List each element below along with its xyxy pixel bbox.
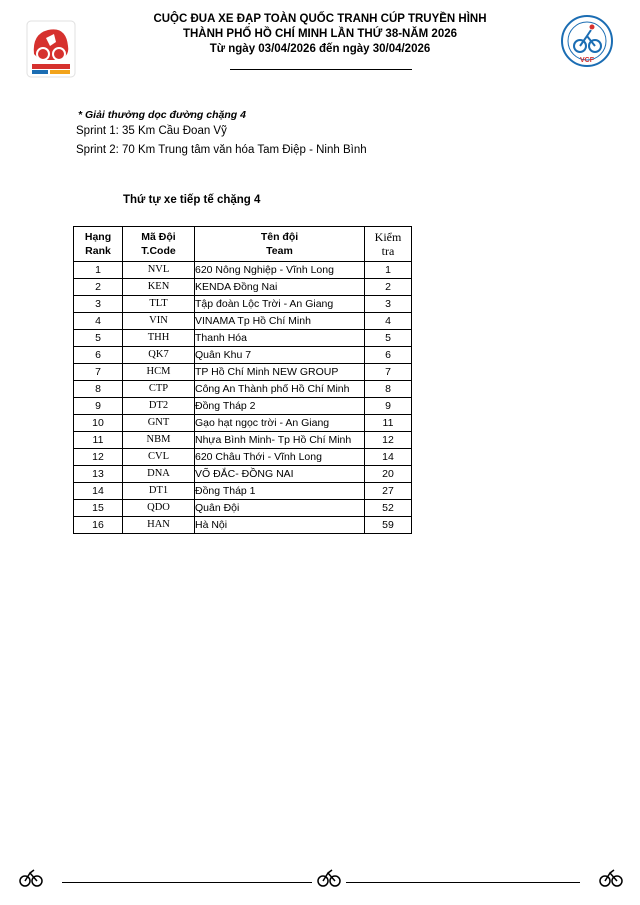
check-cell: 3: [365, 296, 412, 313]
rank-cell: 11: [74, 432, 123, 449]
team-name-cell: Đồng Tháp 1: [195, 483, 365, 500]
document-header: [0, 12, 640, 57]
check-cell: 59: [365, 517, 412, 534]
check-cell: 12: [365, 432, 412, 449]
rank-cell: 8: [74, 381, 123, 398]
team-name-cell: Đồng Tháp 2: [195, 398, 365, 415]
team-code-cell: DT1: [123, 483, 195, 500]
rank-cell: 3: [74, 296, 123, 313]
rank-cell: 15: [74, 500, 123, 517]
team-code-cell: CVL: [123, 449, 195, 466]
team-name-cell: 620 Châu Thới - Vĩnh Long: [195, 449, 365, 466]
check-cell: 5: [365, 330, 412, 347]
rank-header-vi: Hạng: [84, 231, 112, 243]
team-code-cell: DNA: [123, 466, 195, 483]
check-header-line2: tra: [381, 244, 395, 258]
footer-rule-right: [346, 882, 580, 883]
team-name-cell: Quân Khu 7: [195, 347, 365, 364]
rank-cell: 10: [74, 415, 123, 432]
table-row: [74, 296, 412, 313]
team-code-cell: DT2: [123, 398, 195, 415]
check-cell: 11: [365, 415, 412, 432]
table-row: [74, 381, 412, 398]
svg-text:VCF: VCF: [580, 57, 594, 64]
column-header-team-name: [195, 227, 365, 262]
table-row: [74, 517, 412, 534]
header-title-line2: THÀNH PHỐ HỒ CHÍ MINH LẦN THỨ 38-NĂM 2026: [182, 28, 458, 40]
table-row: [74, 398, 412, 415]
sprint-1-info: Sprint 1: 35 Km Cầu Đoan Vỹ: [76, 125, 227, 137]
rank-cell: 4: [74, 313, 123, 330]
team-header-vi: Tên đội: [260, 231, 299, 243]
table-row: [74, 500, 412, 517]
team-code-cell: CTP: [123, 381, 195, 398]
column-header-team-code: [123, 227, 195, 262]
check-cell: 14: [365, 449, 412, 466]
team-code-cell: TLT: [123, 296, 195, 313]
table-body: [74, 262, 412, 534]
team-name-cell: Công An Thành phố Hồ Chí Minh: [195, 381, 365, 398]
table-header-row: [74, 227, 412, 262]
rank-cell: 9: [74, 398, 123, 415]
team-name-cell: Quân Đội: [195, 500, 365, 517]
table-row: [74, 432, 412, 449]
support-vehicle-order-title: Thứ tự xe tiếp tế chặng 4: [123, 194, 261, 206]
check-cell: 27: [365, 483, 412, 500]
page-footer: [0, 862, 640, 892]
check-cell: 7: [365, 364, 412, 381]
table-row: [74, 415, 412, 432]
team-name-cell: Tập đoàn Lộc Trời - An Giang: [195, 296, 365, 313]
team-name-cell: VÕ ĐẮC- ĐỒNG NAI: [195, 466, 365, 483]
team-code-cell: GNT: [123, 415, 195, 432]
column-header-rank: [74, 227, 123, 262]
rank-header-en: Rank: [85, 245, 111, 257]
check-cell: 6: [365, 347, 412, 364]
footer-rule-left: [62, 882, 312, 883]
team-code-cell: VIN: [123, 313, 195, 330]
team-header-en: Team: [266, 245, 293, 257]
prize-section-title: * Giải thưởng dọc đường chặng 4: [78, 109, 246, 121]
rank-cell: 7: [74, 364, 123, 381]
team-code-cell: HAN: [123, 517, 195, 534]
team-code-cell: QDO: [123, 500, 195, 517]
rank-cell: 6: [74, 347, 123, 364]
table-row: [74, 449, 412, 466]
check-cell: 52: [365, 500, 412, 517]
team-code-cell: NBM: [123, 432, 195, 449]
team-name-cell: Hà Nội: [195, 517, 365, 534]
table-row: [74, 364, 412, 381]
check-cell: 20: [365, 466, 412, 483]
team-code-cell: KEN: [123, 279, 195, 296]
check-cell: 8: [365, 381, 412, 398]
cyclist-footer-icon: [316, 867, 342, 887]
check-cell: 1: [365, 262, 412, 279]
rank-cell: 5: [74, 330, 123, 347]
team-name-cell: TP Hồ Chí Minh NEW GROUP: [195, 364, 365, 381]
cup-truyen-hinh-logo-icon: [26, 20, 76, 78]
cyclist-footer-icon: [598, 867, 624, 887]
check-cell: 4: [365, 313, 412, 330]
team-code-cell: QK7: [123, 347, 195, 364]
rank-cell: 1: [74, 262, 123, 279]
table-row: [74, 279, 412, 296]
table-row: [74, 330, 412, 347]
team-name-cell: VINAMA Tp Hồ Chí Minh: [195, 313, 365, 330]
team-code-cell: HCM: [123, 364, 195, 381]
table-row: [74, 347, 412, 364]
table-row: [74, 466, 412, 483]
header-divider: [230, 69, 412, 70]
vcf-federation-logo-icon: [560, 14, 614, 68]
check-cell: 9: [365, 398, 412, 415]
code-header-vi: Mã Đội: [141, 231, 176, 243]
team-code-cell: THH: [123, 330, 195, 347]
rank-cell: 13: [74, 466, 123, 483]
team-name-cell: 620 Nông Nghiệp - Vĩnh Long: [195, 262, 365, 279]
team-code-cell: NVL: [123, 262, 195, 279]
team-name-cell: KENDA Đồng Nai: [195, 279, 365, 296]
team-name-cell: Nhựa Bình Minh- Tp Hồ Chí Minh: [195, 432, 365, 449]
column-header-check: [365, 227, 412, 262]
sprint-2-info: Sprint 2: 70 Km Trung tâm văn hóa Tam Điệp - Ninh Bình: [76, 144, 367, 156]
rank-cell: 12: [74, 449, 123, 466]
team-name-cell: Thanh Hóa: [195, 330, 365, 347]
table-row: [74, 262, 412, 279]
rank-cell: 14: [74, 483, 123, 500]
check-cell: 2: [365, 279, 412, 296]
cyclist-footer-icon: [18, 867, 44, 887]
header-title-line1: CUỘC ĐUA XE ĐẠP TOÀN QUỐC TRANH CÚP TRUYỀN HÌNH: [153, 13, 487, 25]
rank-cell: 2: [74, 279, 123, 296]
table-row: [74, 313, 412, 330]
check-header-line1: Kiểm: [374, 230, 402, 244]
team-name-cell: Gạo hạt ngọc trời - An Giang: [195, 415, 365, 432]
table-row: [74, 483, 412, 500]
code-header-en: T.Code: [141, 245, 176, 257]
rank-cell: 16: [74, 517, 123, 534]
header-date-range: Từ ngày 03/04/2026 đến ngày 30/04/2026: [209, 43, 431, 55]
support-vehicle-order-table: [73, 226, 412, 534]
